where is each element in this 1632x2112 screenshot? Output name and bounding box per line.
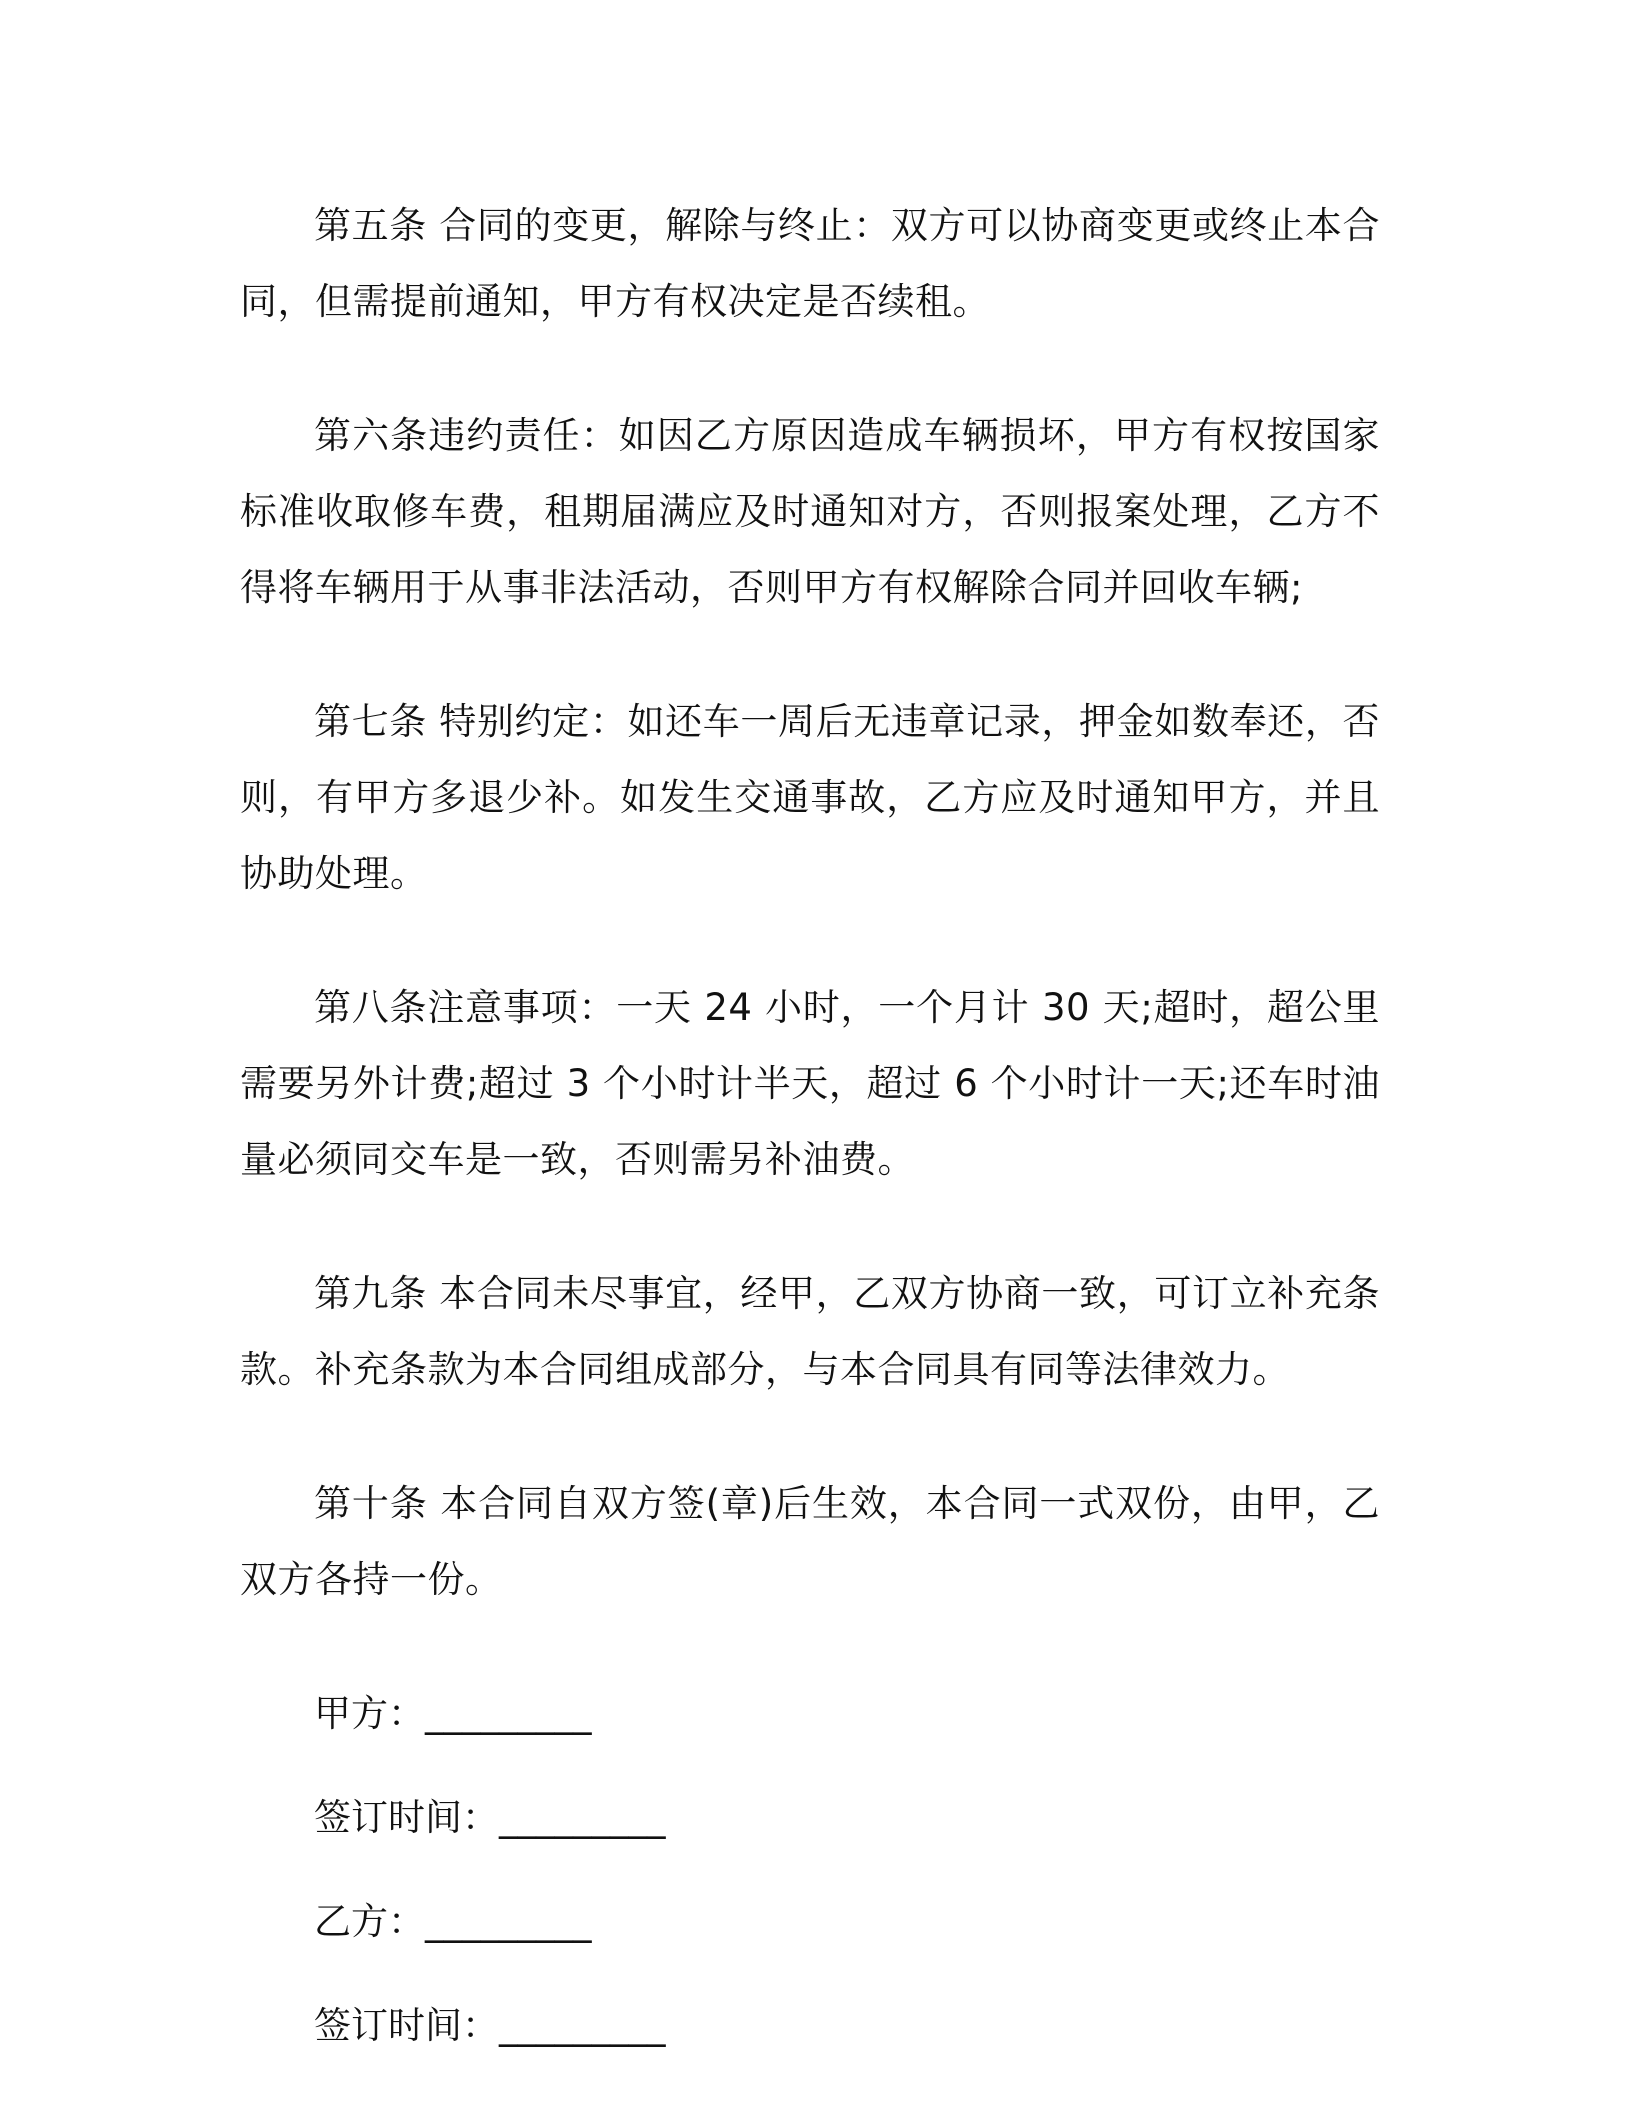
signature-block: [240, 1676, 1380, 2064]
party-b-blank: _________: [425, 1900, 592, 1943]
party-b-signature-line: [314, 1884, 1380, 1960]
party-b-label: 乙方：: [314, 1900, 425, 1943]
party-a-signature-line: [314, 1676, 1380, 1752]
clause-6-paragraph: 第六条违约责任：如因乙方原因造成车辆损坏，甲方有权按国家标准收取修车费，租期届满应及时通知对方，否则报案处理，乙方不得将车辆用于从事非法活动，否则甲方有权解除合同并回收车辆;: [240, 414, 1380, 609]
clause-5-paragraph: 第五条 合同的变更，解除与终止：双方可以协商变更或终止本合同，但需提前通知，甲方有权决定是否续租。: [240, 204, 1380, 323]
clause-9-paragraph: 第九条 本合同未尽事宜，经甲，乙双方协商一致，可订立补充条款。补充条款为本合同组成部分，与本合同具有同等法律效力。: [240, 1272, 1380, 1391]
party-b-date-label: 签订时间：: [314, 2004, 499, 2047]
party-b-date-line: [314, 1988, 1380, 2064]
clause-7-paragraph: 第七条 特别约定：如还车一周后无违章记录，押金如数奉还，否则，有甲方多退少补。如发生交通事故，乙方应及时通知甲方，并且协助处理。: [240, 700, 1380, 895]
clause-10-paragraph: 第十条 本合同自双方签(章)后生效，本合同一式双份，由甲，乙双方各持一份。: [240, 1482, 1380, 1601]
party-b-date-blank: _________: [499, 2004, 666, 2047]
party-a-blank: _________: [425, 1692, 592, 1735]
contract-body: [240, 188, 1380, 2092]
party-a-date-line: [314, 1780, 1380, 1856]
clause-8-paragraph: 第八条注意事项：一天 24 小时，一个月计 30 天;超时，超公里需要另外计费;超过 3 个小时计半天，超过 6 个小时计一天;还车时油量必须同交车是一致，否则需另补油费。: [240, 986, 1380, 1181]
party-a-label: 甲方：: [314, 1692, 425, 1735]
party-a-date-label: 签订时间：: [314, 1796, 499, 1839]
party-a-date-blank: _________: [499, 1796, 666, 1839]
